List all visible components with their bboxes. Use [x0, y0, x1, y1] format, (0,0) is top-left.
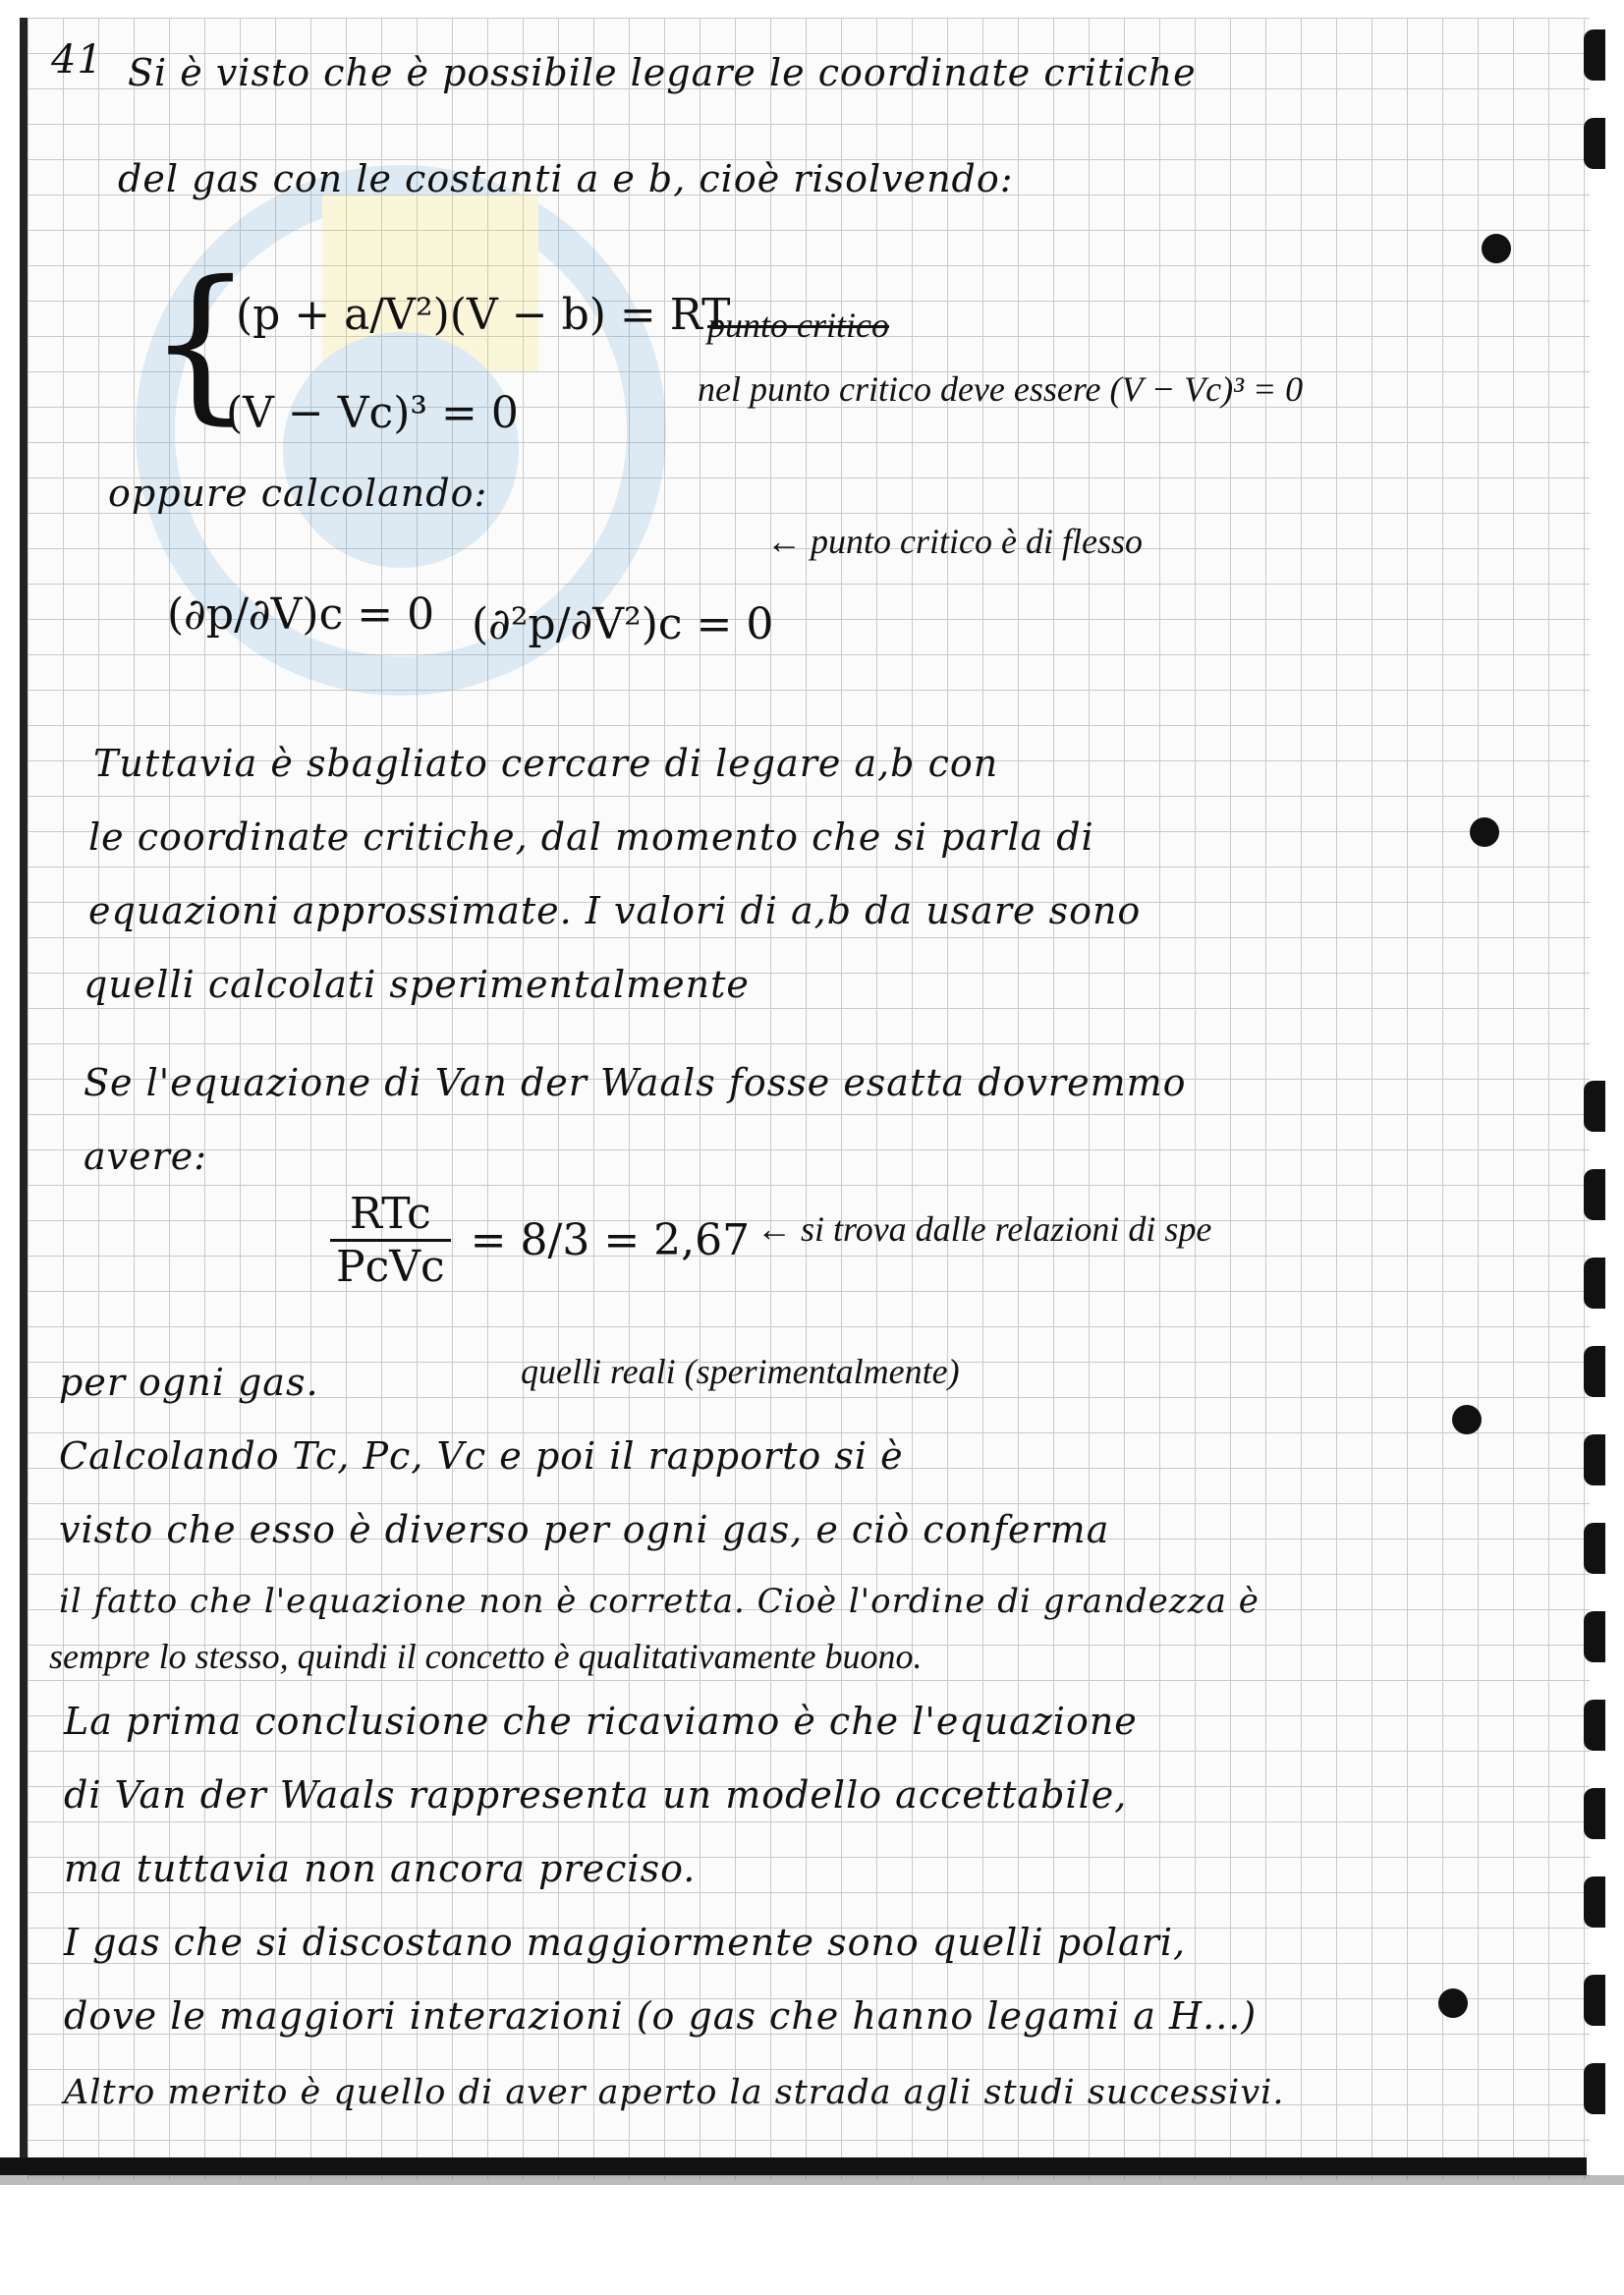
text-line: avere:: [84, 1135, 208, 1178]
page-bottom-edge: [0, 2157, 1587, 2175]
text-line: ma tuttavia non ancora preciso.: [64, 1847, 697, 1890]
binder-hole: [1438, 1988, 1468, 2018]
text-line: le coordinate critiche, dal momento che si parla di: [88, 815, 1094, 859]
system-brace: {: [147, 246, 254, 440]
equation-note: ← punto critico è di flesso: [766, 522, 1143, 561]
equation: (V − Vc)³ = 0: [226, 388, 519, 438]
spiral-tab: [1584, 2063, 1605, 2114]
ratio-value: = 8/3 = 2,67: [470, 1215, 751, 1265]
derivative-equation: (∂²p/∂V²)c = 0: [472, 599, 774, 649]
text-line: quelli calcolati sperimentalmente: [84, 963, 750, 1006]
text-line: il fatto che l'equazione non è corretta. Cioè l'ordine di grandezza è: [59, 1582, 1260, 1621]
ratio-equation: [324, 1189, 750, 1292]
text-line: sempre lo stesso, quindi il concetto è qualitativamente buono.: [49, 1637, 923, 1676]
text-line: Tuttavia è sbagliato cercare di legare a,b con: [93, 742, 999, 785]
text-line: La prima conclusione che ricaviamo è che l'equazione: [64, 1700, 1138, 1743]
equation-note: nel punto critico deve essere (V − Vc)³ = 0: [698, 369, 1304, 409]
spiral-tab: [1584, 1876, 1605, 1928]
text-line: equazioni approssimate. I valori di a,b da usare sono: [88, 889, 1142, 932]
spiral-tab: [1584, 1788, 1605, 1839]
spiral-tab: [1584, 1081, 1605, 1132]
spiral-tab: [1584, 1169, 1605, 1220]
text-line: Altro merito è quello di aver aperto la strada agli studi successivi.: [64, 2073, 1285, 2112]
spiral-tab: [1584, 1523, 1605, 1574]
equation: (p + a/V²)(V − b) = RT: [236, 290, 731, 340]
binder-hole: [1470, 817, 1499, 847]
ratio-fraction: [330, 1189, 451, 1292]
spiral-tab: [1584, 1700, 1605, 1751]
text-line: per ogni gas.: [59, 1361, 319, 1404]
text-line: di Van der Waals rappresenta un modello accettabile,: [64, 1773, 1128, 1817]
spiral-tab: [1584, 1611, 1605, 1662]
spiral-tab: [1584, 1258, 1605, 1309]
spiral-tab: [1584, 1346, 1605, 1397]
binder-hole: [1452, 1405, 1482, 1434]
text-line: Se l'equazione di Van der Waals fosse esatta dovremmo: [84, 1061, 1187, 1104]
ratio-numerator: RTc: [349, 1189, 431, 1239]
text-line: Si è visto che è possibile legare le coordinate critiche: [128, 51, 1197, 94]
text-line: I gas che si discostano maggiormente sono quelli polari,: [64, 1921, 1187, 1964]
derivative-equation: (∂p/∂V)c = 0: [167, 589, 435, 640]
text-line: dove le maggiori interazioni (o gas che hanno legami a H...): [64, 1994, 1258, 2038]
page-number: 41: [51, 37, 103, 83]
scan-shadow: [0, 2175, 1624, 2185]
text-line: visto che esso è diverso per ogni gas, e ciò conferma: [59, 1508, 1110, 1551]
binder-hole: [1482, 234, 1511, 263]
ratio-note: ← si trova dalle relazioni di spe: [756, 1209, 1212, 1249]
spiral-tab: [1584, 29, 1605, 81]
text-line: del gas con le costanti a e b, cioè risolvendo:: [118, 157, 1014, 200]
text-line: oppure calcolando:: [108, 472, 488, 515]
text-line: Calcolando Tc, Pc, Vc e poi il rapporto si è: [59, 1434, 904, 1478]
ratio-denominator: PcVc: [330, 1239, 451, 1292]
equation-note-struck: punto critico: [707, 306, 889, 345]
spiral-tab: [1584, 1434, 1605, 1485]
margin-note: quelli reali (sperimentalmente): [521, 1352, 960, 1391]
spiral-tab: [1584, 118, 1605, 169]
spiral-tab: [1584, 1975, 1605, 2026]
